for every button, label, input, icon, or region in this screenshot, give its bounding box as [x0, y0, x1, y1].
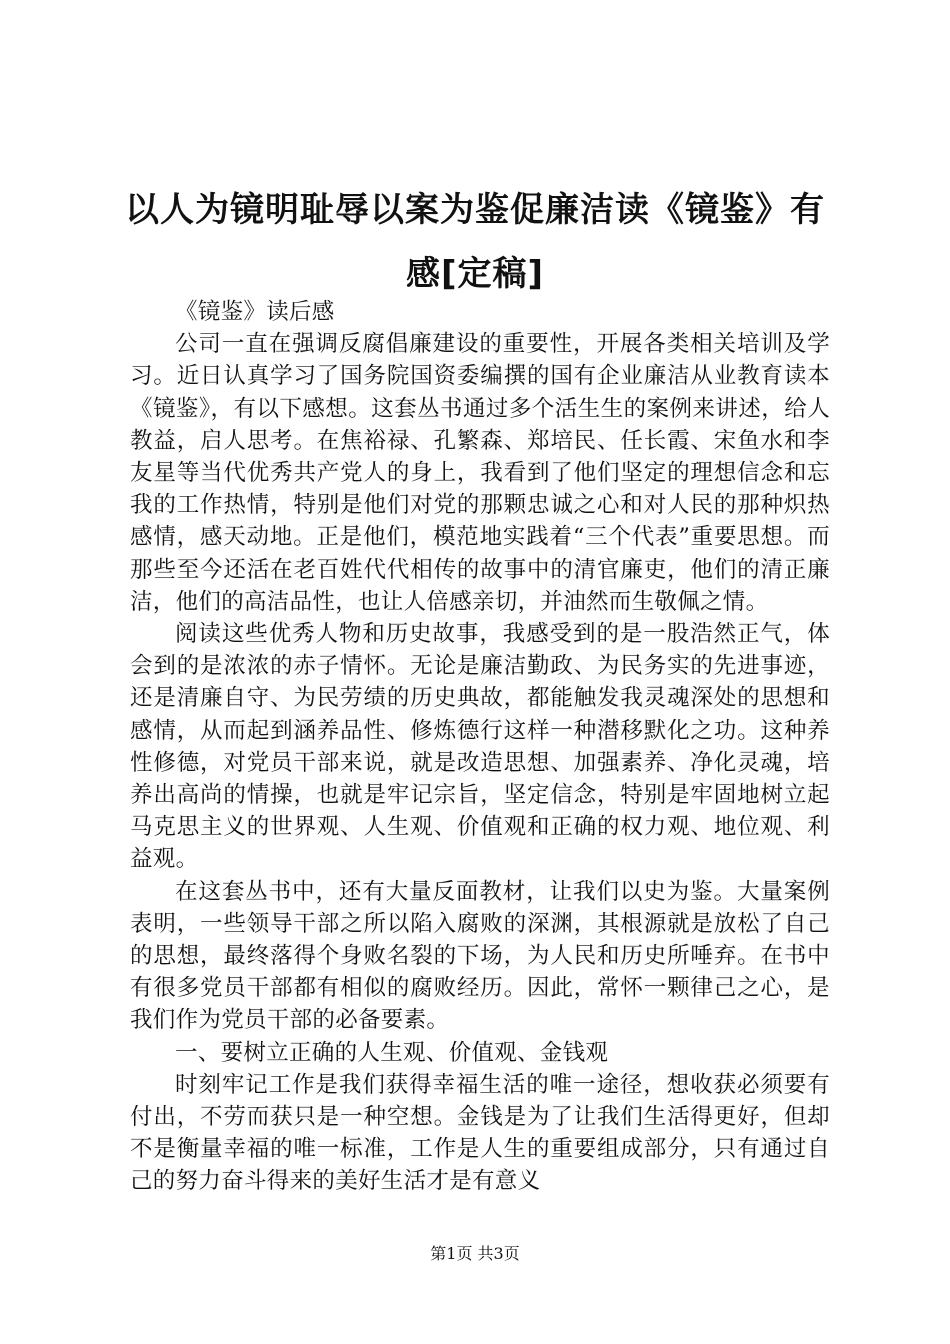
- paragraph-negative-cases: 在这套丛书中，还有大量反面教材，让我们以史为鉴。大量案例表明，一些领导干部之所以陷入腐败的深渊，其根源就是放松了自己的思想，最终落得个身败名裂的下场，为人民和历史所唾弃。在书中有很多党员干部都有相似的腐败经历。因此，常怀一颗律己之心，是我们作为党员干部的必备要素。: [130, 878, 830, 1034]
- document-body: [130, 296, 830, 1198]
- section-heading-1: 一、要树立正确的人生观、价值观、金钱观: [175, 1039, 609, 1066]
- page-footer: 第1页 共3页: [430, 1244, 520, 1263]
- paragraph-section-1: 时刻牢记工作是我们获得幸福生活的唯一途径，想收获必须要有付出，不劳而获只是一种空想。金钱是为了让我们生活得更好，但却不是衡量幸福的唯一标准，工作是人生的重要组成部分，只有通过自己的努力奋斗得来的美好生活才是有意义: [130, 1071, 830, 1195]
- paragraph-intro: 公司一直在强调反腐倡廉建设的重要性，开展各类相关培训及学习。近日认真学习了国务院国资委编撰的国有企业廉洁从业教育读本《镜鉴》，有以下感想。这套丛书通过多个活生生的案例来讲述，给人教益，启人思考。在焦裕禄、孔繁森、郑培民、任长霞、宋鱼水和李友星等当代优秀共产党人的身上，我看到了他们坚定的理想信念和忘我的工作热情，特别是他们对党的那颗忠诚之心和对人民的那种炽热感情，感天动地。正是他们，模范地实践着“三个代表”重要思想。而那些至今还活在老百姓代代相传的故事中的清官廉吏，他们的清正廉洁，他们的高洁品性，也让人倍感亲切，并油然而生敬佩之情。: [130, 331, 830, 615]
- paragraph-subtitle: 《镜鉴》读后感: [175, 299, 335, 325]
- paragraph-reading: 阅读这些优秀人物和历史故事，我感受到的是一股浩然正气，体会到的是浓浓的赤子情怀。无论是廉洁勤政、为民务实的先进事迹，还是清廉自守、为民劳绩的历史典故，都能触发我灵魂深处的思想和感情，从而起到涵养品性、修炼德行这样一种潜移默化之功。这种养性修德，对党员干部来说，就是改造思想、加强素养、净化灵魂，培养出高尚的情操，也就是牢记宗旨，坚定信念，特别是牢固地树立起马克思主义的世界观、人生观、价值观和正确的权力观、地位观、利益观。: [130, 621, 830, 873]
- document-title: 以人为镜明耻辱以案为鉴促廉洁读《镜鉴》有感[定稿]: [125, 190, 825, 294]
